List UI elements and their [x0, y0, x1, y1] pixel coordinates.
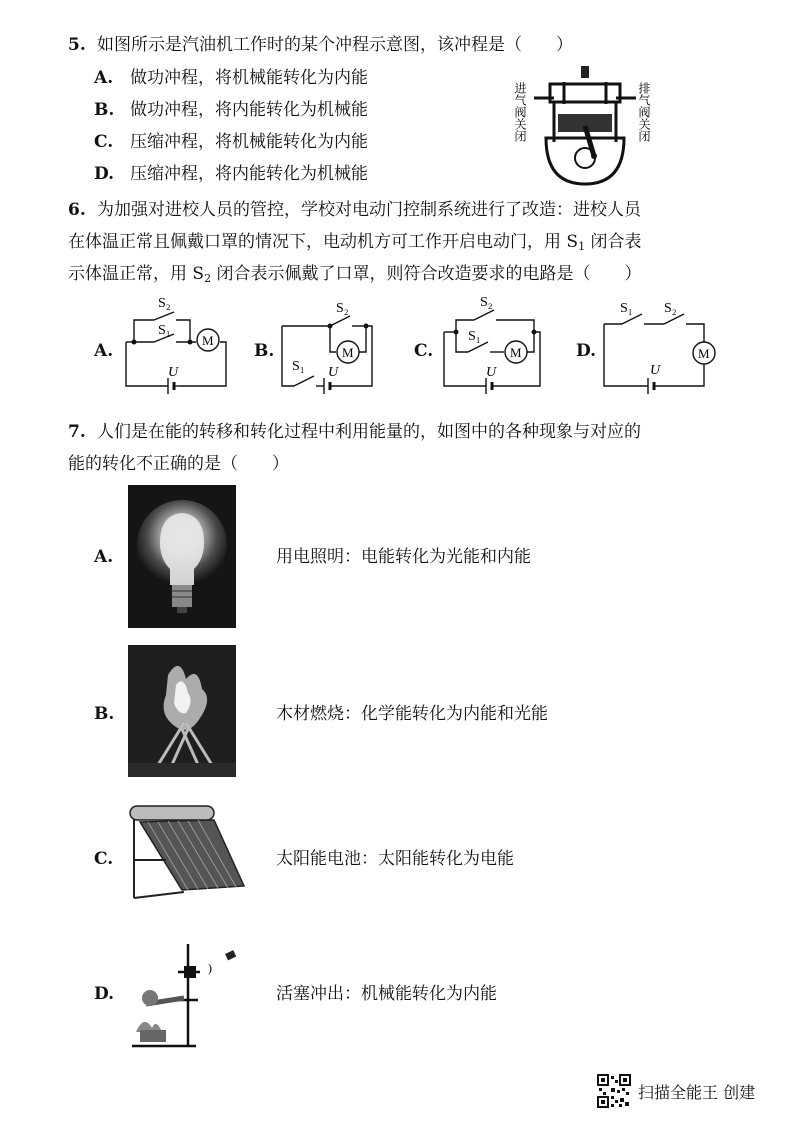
circuit-d-diagram	[598, 294, 723, 394]
q6-line1: 为加强对进校人员的管控，学校对电动门控制系统进行了改造：进校人员	[97, 200, 641, 220]
light-bulb-photo	[128, 485, 236, 628]
burning-wood-photo	[128, 645, 236, 777]
circuit-a-source-label: U	[168, 365, 179, 380]
q5-option-b-letter: B.	[94, 100, 115, 120]
q5-option-d-text: 压缩冲程，将内能转化为机械能	[130, 164, 368, 184]
q7-option-c-text: 太阳能电池：太阳能转化为电能	[276, 849, 514, 869]
q6-line3: 示体温正常，用 $S_2$ 闭合表示佩戴了口罩，则符合改造要求的电路是（ ）	[68, 264, 642, 285]
scanner-watermark: 扫描全能王 创建	[638, 1083, 756, 1102]
engine-stroke-diagram	[512, 62, 657, 187]
q5-option-d-letter: D.	[94, 164, 115, 184]
circuit-b-motor-label: M	[342, 345, 354, 360]
circuit-c-diagram	[438, 294, 553, 394]
q5-number: 5.	[68, 35, 86, 55]
circuit-d-motor-label: M	[698, 346, 710, 361]
circuit-c-switch-inner-label: S₁	[468, 329, 481, 344]
q5-option-c-text: 压缩冲程，将机械能转化为内能	[130, 132, 368, 152]
circuit-a-switch-inner-label: S₁	[158, 323, 171, 338]
q7-number: 7.	[68, 422, 86, 442]
q5-stem: 如图所示是汽油机工作时的某个冲程示意图，该冲程是（ ）	[97, 35, 573, 55]
circuit-d-switch-first-label: S₁	[620, 301, 633, 316]
circuit-c-motor-label: M	[510, 345, 522, 360]
q7-option-b-letter: B.	[94, 704, 115, 724]
circuit-d-switch-second-label: S₂	[664, 301, 677, 316]
svg-text:): )	[208, 961, 212, 975]
q6-line2: 在体温正常且佩戴口罩的情况下，电动机方可工作开启电动门，用 $S_1$ 闭合表	[68, 232, 642, 253]
exhaust-valve-label: 排气阀关闭	[637, 82, 651, 142]
qr-code-icon	[597, 1074, 631, 1108]
q7-line2: 能的转化不正确的是（ ）	[68, 454, 289, 474]
q7-option-d-letter: D.	[94, 984, 115, 1004]
q7-option-d-text: 活塞冲出：机械能转化为内能	[276, 984, 497, 1004]
circuit-b-source-label: U	[328, 365, 339, 380]
q7-line1: 人们是在能的转移和转化过程中利用能量的，如图中的各种现象与对应的	[97, 422, 641, 442]
q6-number: 6.	[68, 200, 86, 220]
circuit-a-diagram	[118, 294, 233, 394]
q7-option-a-letter: A.	[94, 547, 114, 567]
circuit-a-letter: A.	[94, 341, 114, 361]
circuit-c-switch-top-label: S₂	[480, 295, 493, 310]
q5-option-a-text: 做功冲程，将机械能转化为内能	[130, 68, 368, 88]
circuit-a-motor-label: M	[202, 333, 214, 348]
circuit-c-letter: C.	[414, 341, 434, 361]
circuit-a-switch-top-label: S₂	[158, 296, 171, 311]
circuit-b-switch-top-label: S₂	[336, 301, 349, 316]
circuit-b-diagram	[278, 294, 393, 394]
q5-option-b-text: 做功冲程，将内能转化为机械能	[130, 100, 368, 120]
circuit-d-source-label: U	[650, 363, 661, 378]
circuit-b-switch-inner-label: S₁	[292, 359, 305, 374]
q7-option-a-text: 用电照明：电能转化为光能和内能	[276, 547, 531, 567]
intake-valve-label: 进气阀关闭	[513, 82, 527, 142]
circuit-d-letter: D.	[576, 341, 597, 361]
q7-option-b-text: 木材燃烧：化学能转化为内能和光能	[276, 704, 548, 724]
q7-option-c-letter: C.	[94, 849, 114, 869]
q5-option-c-letter: C.	[94, 132, 114, 152]
q5-option-a-letter: A.	[94, 68, 114, 88]
circuit-b-letter: B.	[254, 341, 275, 361]
piston-experiment-picture	[126, 938, 250, 1052]
circuit-c-source-label: U	[486, 365, 497, 380]
solar-panel-picture	[126, 800, 248, 902]
